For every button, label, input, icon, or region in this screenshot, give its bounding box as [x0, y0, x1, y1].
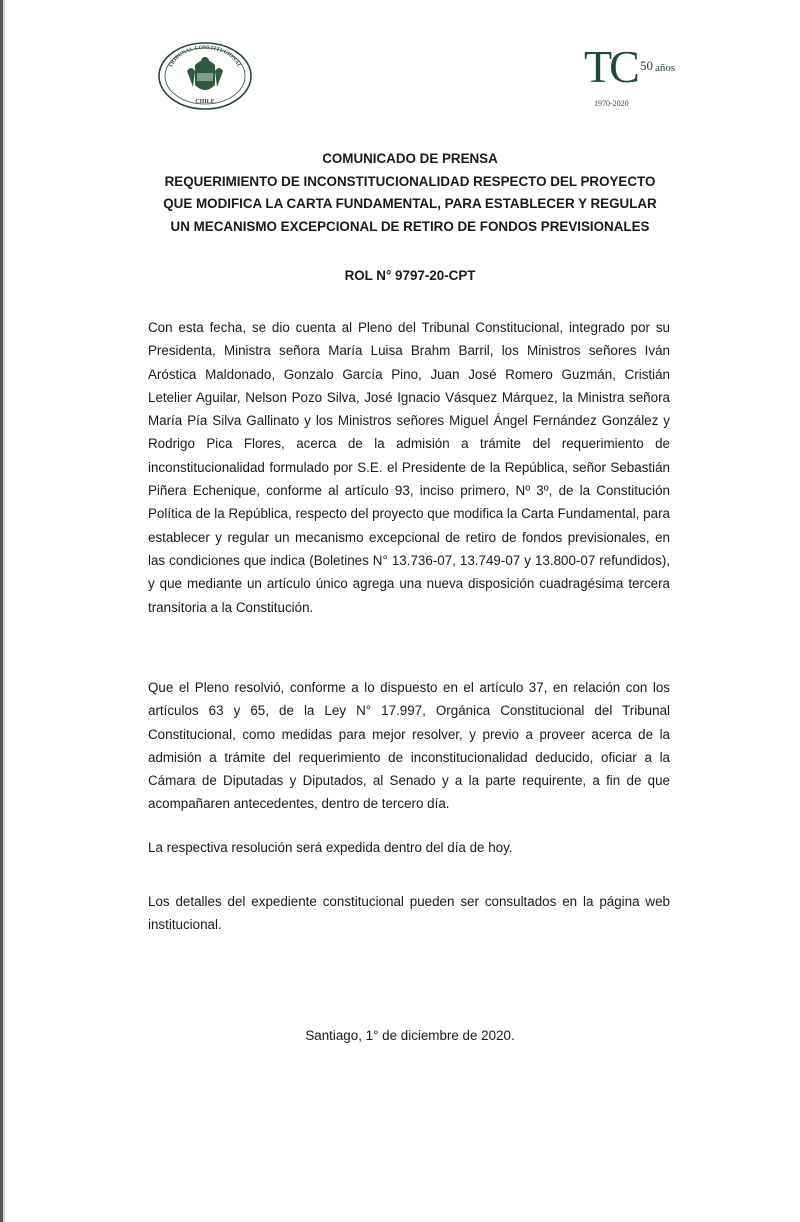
- heading-line-3: QUE MODIFICA LA CARTA FUNDAMENTAL, PARA ESTABLECER Y REGULAR: [163, 196, 657, 211]
- heading-line-2: REQUERIMIENTO DE INCONSTITUCIONALIDAD RESPECTO DEL PROYECTO: [164, 173, 656, 189]
- closing-date: Santiago, 1° de diciembre de 2020.: [305, 1028, 515, 1043]
- tc-letters: TC: [584, 41, 637, 92]
- heading-line-4: UN MECANISMO EXCEPCIONAL DE RETIRO DE FONDOS PREVISIONALES: [170, 218, 650, 234]
- case-number: ROL N° 9797-20-CPT: [344, 268, 476, 283]
- tc-50-anos-logo: [584, 41, 694, 110]
- paragraph-2: Que el Pleno resolvió, conforme a lo dispuesto en el artículo 37, en relación con los artículos 63 y 65, de la Ley N° 17.997, Orgánica Constitucional del Tribunal Constitucional, como medidas para mejor resolver, y previo a proveer acerca de la admisión a trámite del requerimiento de inconstitucionalidad deducido, oficiar a la Cámara de Diputadas y Diputados, al Senado y a la parte requirente, a fin de que acompañaren antecedentes, dentro de tercero día.: [148, 680, 670, 812]
- tc-anniversary-years: 1970-2020: [594, 99, 629, 108]
- document-heading: [150, 148, 670, 238]
- paragraph-3: La respectiva resolución será expedida dentro del día de hoy.: [148, 840, 513, 855]
- paragraph-4: Los detalles del expediente constitucional pueden ser consultados en la página web institucional.: [148, 894, 670, 933]
- seal-top-text: TRIBUNAL CONSTITUCIONAL: [168, 45, 242, 69]
- seal-bottom-text: CHILE: [195, 99, 215, 105]
- tc-anniversary-number: 50: [640, 58, 653, 73]
- page-left-border-shadow: [3, 0, 5, 1222]
- tribunal-seal-icon: [157, 41, 253, 111]
- tc-anniversary-suffix: años: [655, 62, 676, 74]
- heading-line-1: COMUNICADO DE PRENSA: [322, 151, 498, 166]
- paragraph-1: Con esta fecha, se dio cuenta al Pleno del Tribunal Constitucional, integrado por su Presidenta, Ministra señora María Luisa Brahm Barril, los Ministros señores Iván Aróstica Maldonado, Gonzalo García Pino, Juan José Romero Guzmán, Cristián Letelier Aguilar, Nelson Pozo Silva, José Ignacio Vásquez Márquez, la Ministra señora María Pía Silva Gallinato y los Ministros señores Miguel Ángel Fernández González y Rodrigo Pica Flores, acerca de la admisión a trámite del requerimiento de inconstitucionalidad formulado por S.E. el Presidente de la República, señor Sebastián Piñera Echenique, conforme al artículo 93, inciso primero, Nº 3º, de la Constitución Política de la República, respecto del proyecto que modifica la Carta Fundamental, para establecer y regular un mecanismo excepcional de retiro de fondos previsionales, en las condiciones que indica (Boletines N° 13.736-07, 13.749-07 y 13.800-07 refundidos), y que mediante un artículo único agrega una nueva disposición cuadragésima tercera transitoria a la Constitución.: [148, 320, 670, 615]
